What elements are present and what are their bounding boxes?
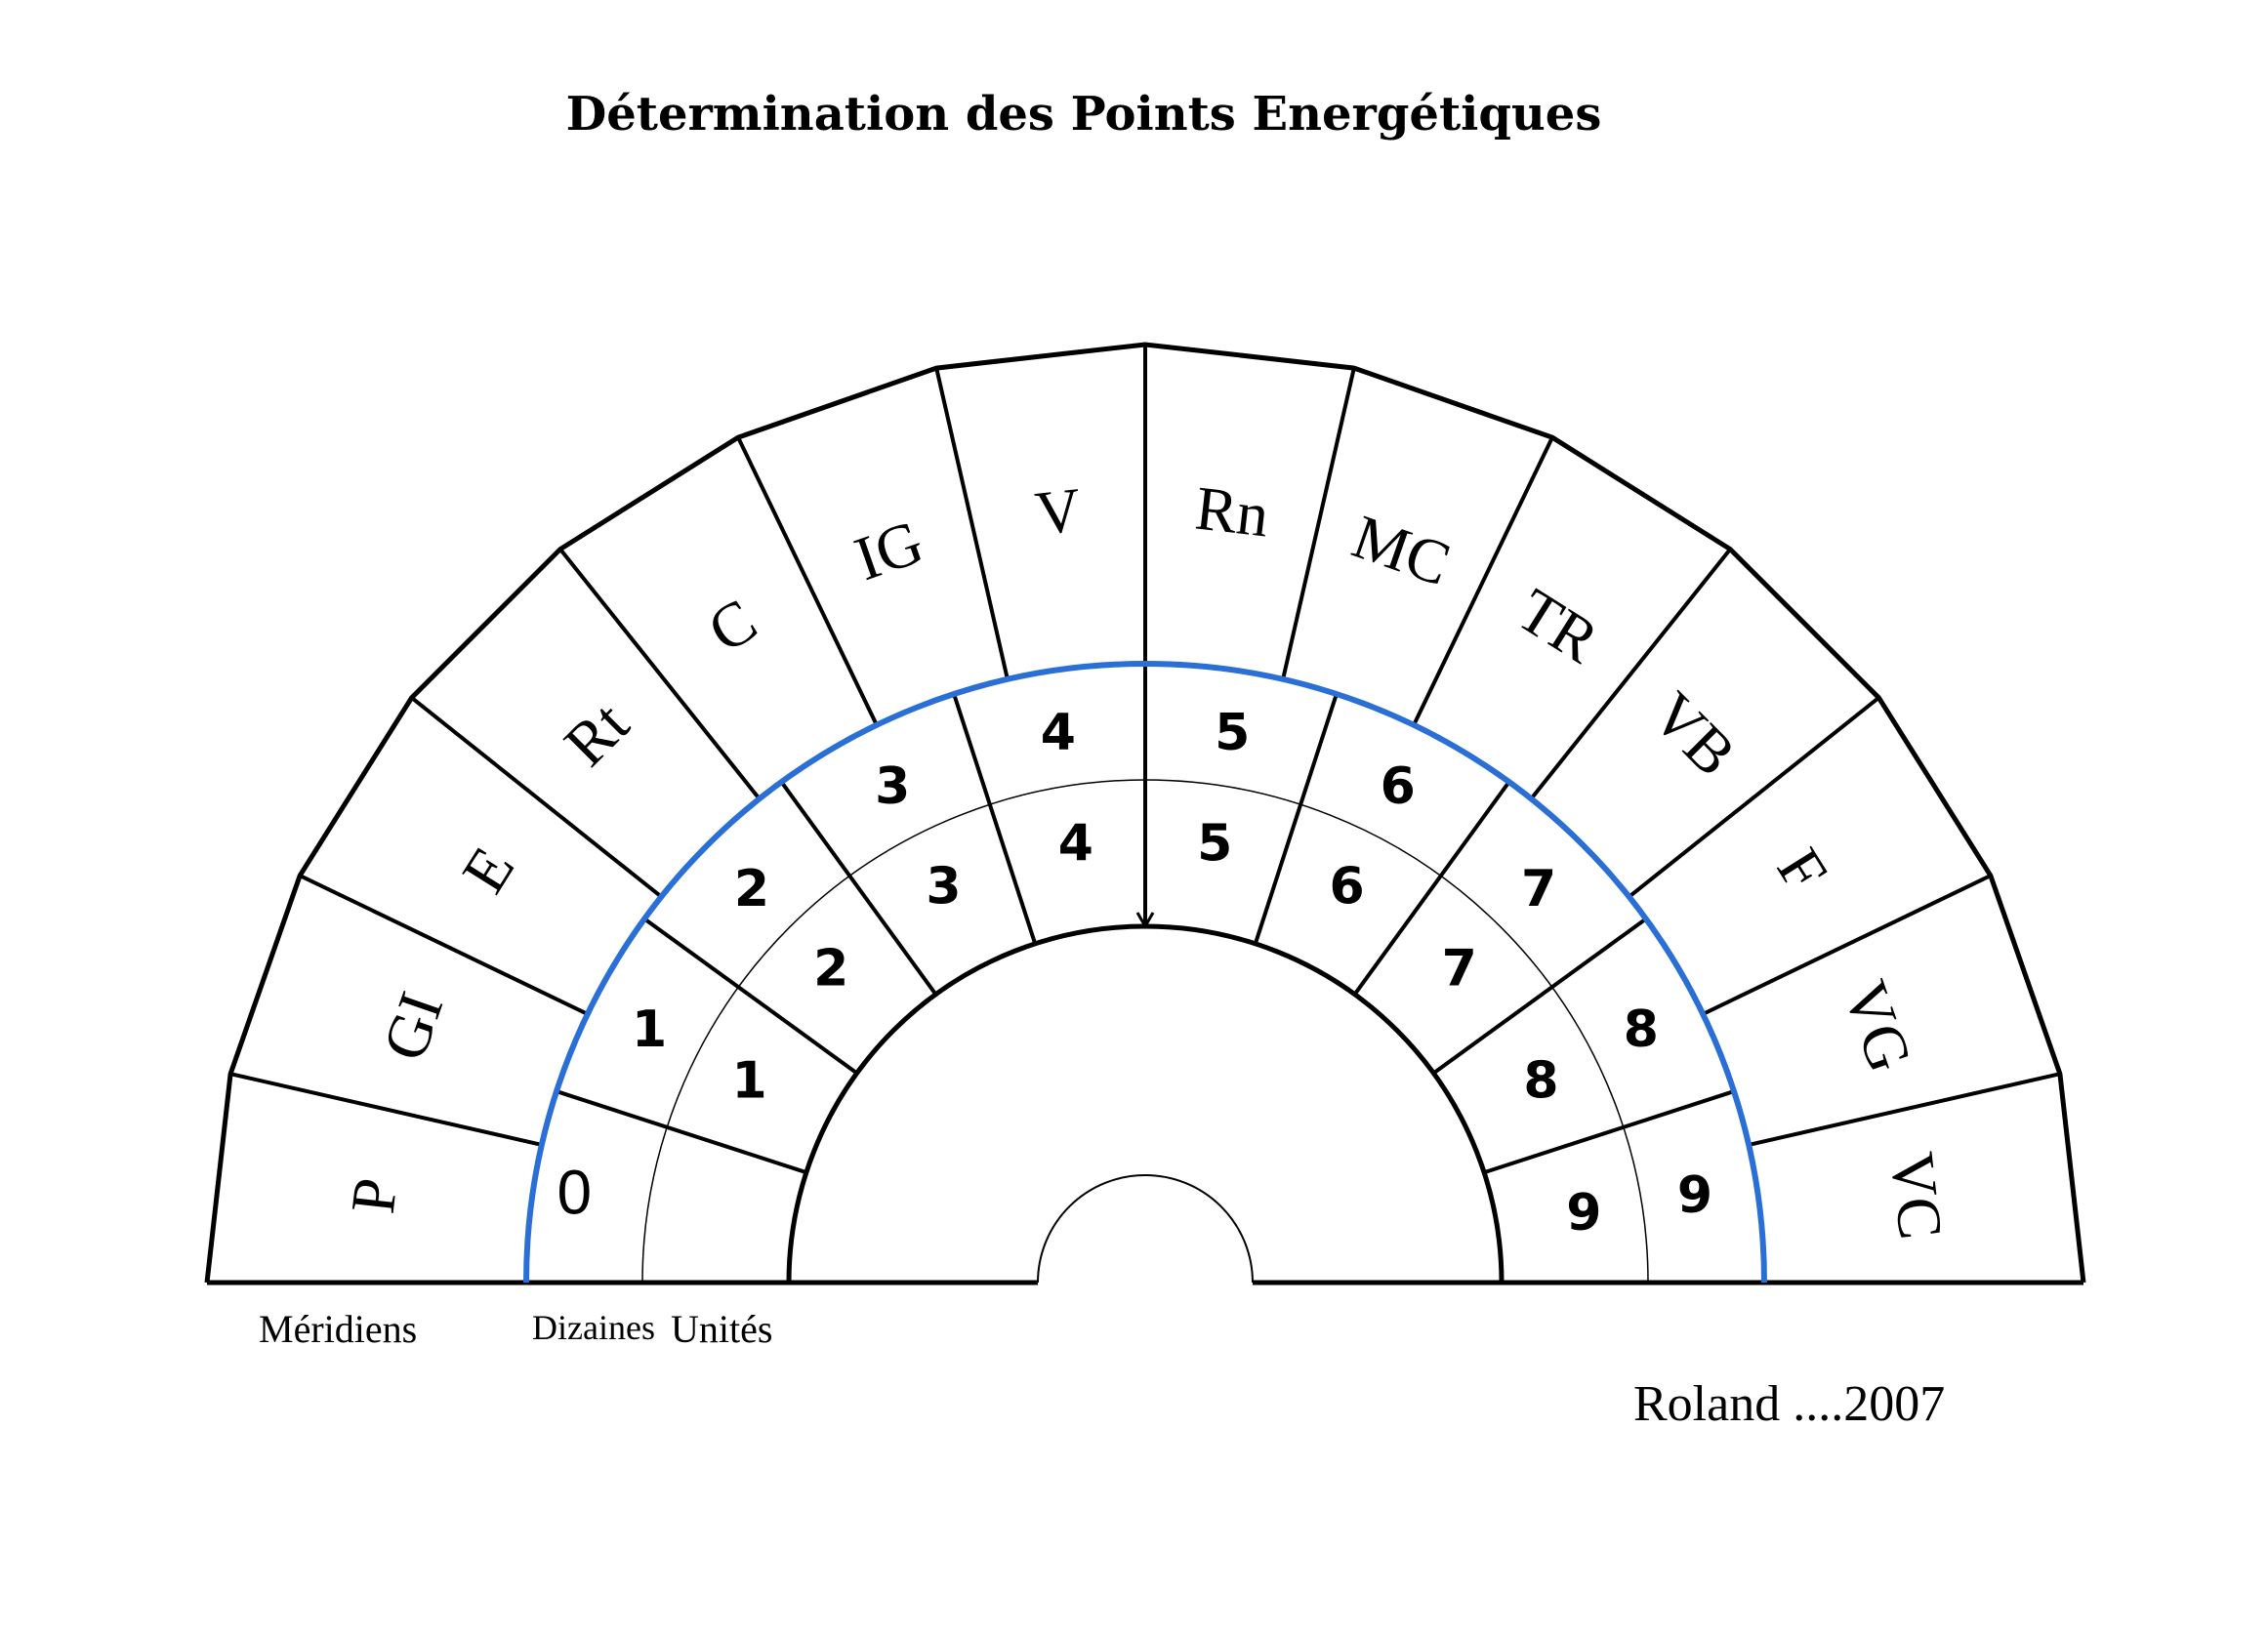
number-divider — [1355, 782, 1509, 995]
unite-label: 6 — [1329, 857, 1365, 917]
number-divider — [1484, 1091, 1734, 1172]
meridian-divider — [738, 437, 877, 725]
caption-dizaines: Dizaines — [532, 1308, 655, 1347]
hub-ring — [789, 926, 1502, 1283]
dizaine-label: 4 — [1040, 704, 1076, 763]
meridian-label: E — [448, 835, 528, 905]
meridian-label: P — [337, 1174, 411, 1217]
meridian-divider — [300, 876, 588, 1014]
caption-unites: Unités — [671, 1307, 773, 1351]
meridian-label: TR — [1505, 575, 1611, 676]
dizaine-label: 8 — [1623, 1000, 1659, 1060]
dizaine-label: 6 — [1380, 757, 1416, 817]
meridian-label: Rn — [1191, 472, 1273, 551]
meridian-label: C — [696, 585, 768, 667]
unite-label: 8 — [1523, 1051, 1559, 1111]
meridian-label: VG — [1830, 972, 1926, 1081]
unite-label: 4 — [1057, 814, 1093, 874]
unite-label: 3 — [926, 857, 962, 917]
number-divider — [1256, 694, 1337, 944]
page-title: Détermination des Points Energétiques — [565, 87, 1602, 142]
dizaine-label: 9 — [1676, 1165, 1713, 1225]
meridian-label: MC — [1343, 501, 1460, 599]
unite-label: 5 — [1197, 814, 1233, 874]
signature: Roland ....2007 — [1633, 1376, 1946, 1432]
dizaine-label: 2 — [733, 859, 770, 918]
meridian-divider — [1749, 1074, 2060, 1145]
unite-label: 1 — [731, 1051, 767, 1111]
meridian-divider — [936, 368, 1008, 679]
unite-label: 9 — [1566, 1183, 1602, 1243]
dizaine-label: 5 — [1215, 704, 1251, 763]
center-cap — [1038, 1175, 1253, 1283]
dizaine-label: 3 — [875, 757, 911, 817]
number-divider — [781, 782, 935, 995]
meridian-label: F — [1763, 836, 1841, 903]
meridian-label: VC — [1876, 1148, 1957, 1244]
meridian-divider — [1283, 368, 1354, 679]
meridian-divider — [230, 1074, 542, 1145]
meridian-label: Rt — [551, 688, 642, 780]
meridian-label: GI — [368, 983, 457, 1070]
number-divider — [557, 1091, 806, 1172]
meridian-label: IG — [845, 506, 932, 594]
dial-structure — [207, 345, 2083, 1283]
meridian-label: V — [1032, 474, 1085, 549]
unite-label: 2 — [813, 939, 849, 999]
number-divider — [954, 694, 1035, 944]
meridian-label: VB — [1638, 678, 1750, 790]
caption-meridiens: Méridiens — [259, 1307, 418, 1351]
unite-label: 7 — [1441, 939, 1477, 999]
dizaine-label: 0 — [557, 1157, 593, 1228]
dizaine-label: 1 — [632, 1000, 668, 1060]
dizaine-label: 7 — [1520, 859, 1557, 918]
